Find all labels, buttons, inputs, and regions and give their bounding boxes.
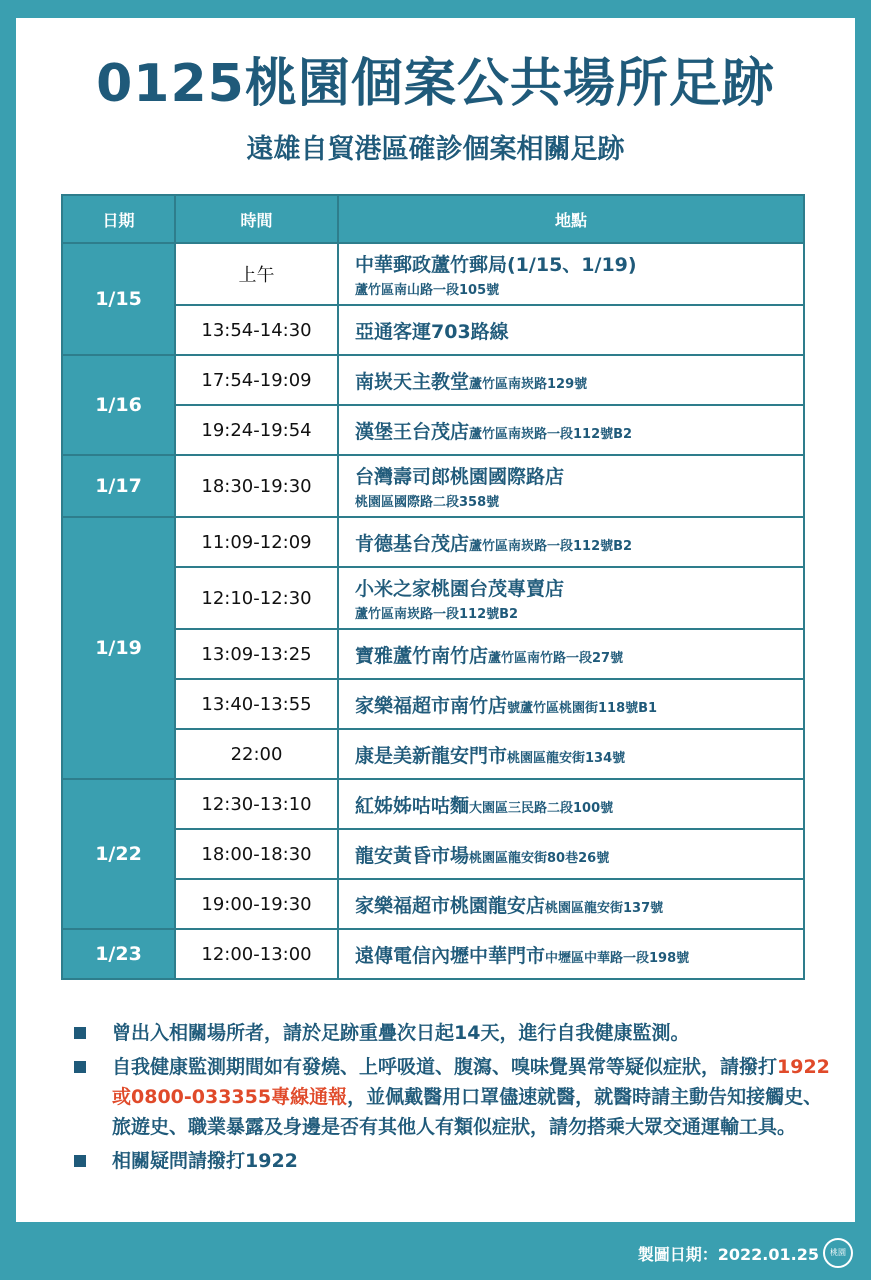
place-name: 遠傳電信內壢中華門市 bbox=[355, 944, 546, 967]
time-cell: 13:09-13:25 bbox=[175, 629, 338, 679]
footprint-table bbox=[61, 194, 805, 980]
place-address: 桃園區龍安街137號 bbox=[545, 900, 664, 916]
note-text: ，並佩戴醫用口罩儘速就醫，就醫時請主動告知接觸史、旅遊史、職業暴露及身邊是否有其他人有類似症狀，請勿搭乘大眾交通運輸工具。 bbox=[112, 1086, 823, 1138]
table-body bbox=[62, 243, 804, 979]
place-name: 家樂福超市南竹店 bbox=[355, 694, 508, 717]
content-card bbox=[16, 18, 855, 1222]
note-questions bbox=[70, 1146, 830, 1176]
date-cell: 1/15 bbox=[62, 243, 175, 355]
place-cell bbox=[338, 455, 804, 517]
place-address: 號蘆竹區桃園街118號B1 bbox=[507, 700, 658, 716]
time-cell: 12:10-12:30 bbox=[175, 567, 338, 629]
date-cell: 1/19 bbox=[62, 517, 175, 779]
time-cell: 13:54-14:30 bbox=[175, 305, 338, 355]
date-cell: 1/22 bbox=[62, 779, 175, 929]
time-cell: 12:00-13:00 bbox=[175, 929, 338, 979]
place-address: 大園區三民路二段100號 bbox=[469, 800, 614, 816]
table-header-row bbox=[62, 195, 804, 243]
production-date: 製圖日期：2022.01.25 bbox=[637, 1245, 819, 1264]
place-address: 桃園區國際路二段358號 bbox=[355, 495, 500, 510]
date-cell: 1/16 bbox=[62, 355, 175, 455]
place-name: 寶雅蘆竹南竹店 bbox=[355, 644, 489, 667]
page-subtitle: 遠雄自貿港區確診個案相關足跡 bbox=[246, 134, 625, 165]
place-name: 台灣壽司郎桃園國際路店 bbox=[355, 466, 565, 488]
time-cell: 19:00-19:30 bbox=[175, 879, 338, 929]
square-bullet-icon bbox=[74, 1155, 86, 1167]
table-row bbox=[62, 243, 804, 305]
header-date: 日期 bbox=[62, 195, 175, 243]
place-cell bbox=[338, 729, 804, 779]
place-name: 南崁天主教堂 bbox=[355, 370, 470, 393]
place-cell bbox=[338, 779, 804, 829]
place-name: 康是美新龍安門市 bbox=[355, 744, 508, 767]
place-address: 中壢區中華路一段198號 bbox=[545, 950, 690, 966]
place-name: 亞通客運703路線 bbox=[355, 320, 509, 343]
place-address: 蘆竹區南崁路一段112號B2 bbox=[469, 538, 633, 554]
square-bullet-icon bbox=[74, 1061, 86, 1073]
time-cell: 17:54-19:09 bbox=[175, 355, 338, 405]
time-cell: 18:00-18:30 bbox=[175, 829, 338, 879]
table-row bbox=[62, 455, 804, 517]
place-name: 小米之家桃園台茂專賣店 bbox=[355, 578, 565, 600]
place-address: 蘆竹區南崁路一段112號B2 bbox=[355, 607, 519, 622]
table-row bbox=[62, 779, 804, 829]
place-address: 桃園區龍安街80巷26號 bbox=[469, 850, 610, 866]
place-cell bbox=[338, 567, 804, 629]
place-cell bbox=[338, 305, 804, 355]
time-cell: 18:30-19:30 bbox=[175, 455, 338, 517]
place-cell bbox=[338, 517, 804, 567]
notes bbox=[70, 1018, 830, 1180]
date-cell: 1/23 bbox=[62, 929, 175, 979]
place-address: 蘆竹區南崁路129號 bbox=[469, 376, 588, 392]
header-place: 地點 bbox=[338, 195, 804, 243]
note-text: 自我健康監測期間如有發燒、上呼吸道、腹瀉、嗅味覺異常等疑似症狀，請撥打 bbox=[112, 1056, 778, 1078]
place-cell bbox=[338, 829, 804, 879]
time-cell: 上午 bbox=[175, 243, 338, 305]
place-cell bbox=[338, 243, 804, 305]
place-address: 蘆竹區南山路一段105號 bbox=[355, 283, 500, 298]
time-cell: 11:09-12:09 bbox=[175, 517, 338, 567]
page-title: 0125桃園個案公共場所足跡 bbox=[96, 54, 775, 114]
header-time: 時間 bbox=[175, 195, 338, 243]
hotline-highlight: 1922或0800-033355專線通報 bbox=[112, 1056, 830, 1108]
note-text: 曾出入相關場所者，請於足跡重疊次日起14天，進行自我健康監測。 bbox=[112, 1022, 690, 1044]
place-address: 桃園區龍安街134號 bbox=[507, 750, 626, 766]
place-name: 龍安黃昏市場 bbox=[355, 844, 470, 867]
place-cell bbox=[338, 405, 804, 455]
taoyuan-seal-icon: 桃園 bbox=[823, 1238, 853, 1268]
place-cell bbox=[338, 355, 804, 405]
time-cell: 13:40-13:55 bbox=[175, 679, 338, 729]
time-cell: 22:00 bbox=[175, 729, 338, 779]
place-name: 漢堡王台茂店 bbox=[355, 420, 470, 443]
date-cell: 1/17 bbox=[62, 455, 175, 517]
time-cell: 19:24-19:54 bbox=[175, 405, 338, 455]
note-self-monitor bbox=[70, 1018, 830, 1048]
place-name: 家樂福超市桃園龍安店 bbox=[355, 894, 546, 917]
place-name: 中華郵政蘆竹郵局(1/15、1/19) bbox=[355, 254, 637, 276]
place-address: 蘆竹區南竹路一段27號 bbox=[488, 650, 624, 666]
time-cell: 12:30-13:10 bbox=[175, 779, 338, 829]
place-cell bbox=[338, 929, 804, 979]
place-cell bbox=[338, 679, 804, 729]
place-address: 蘆竹區南崁路一段112號B2 bbox=[469, 426, 633, 442]
table-row bbox=[62, 517, 804, 567]
note-text: 相關疑問請撥打1922 bbox=[112, 1150, 298, 1172]
square-bullet-icon bbox=[74, 1027, 86, 1039]
place-name: 紅姊姊咕咕麵 bbox=[355, 794, 470, 817]
place-cell bbox=[338, 629, 804, 679]
note-symptoms bbox=[70, 1052, 830, 1142]
place-name: 肯德基台茂店 bbox=[355, 532, 470, 555]
table-row bbox=[62, 929, 804, 979]
table-row bbox=[62, 355, 804, 405]
place-cell bbox=[338, 879, 804, 929]
